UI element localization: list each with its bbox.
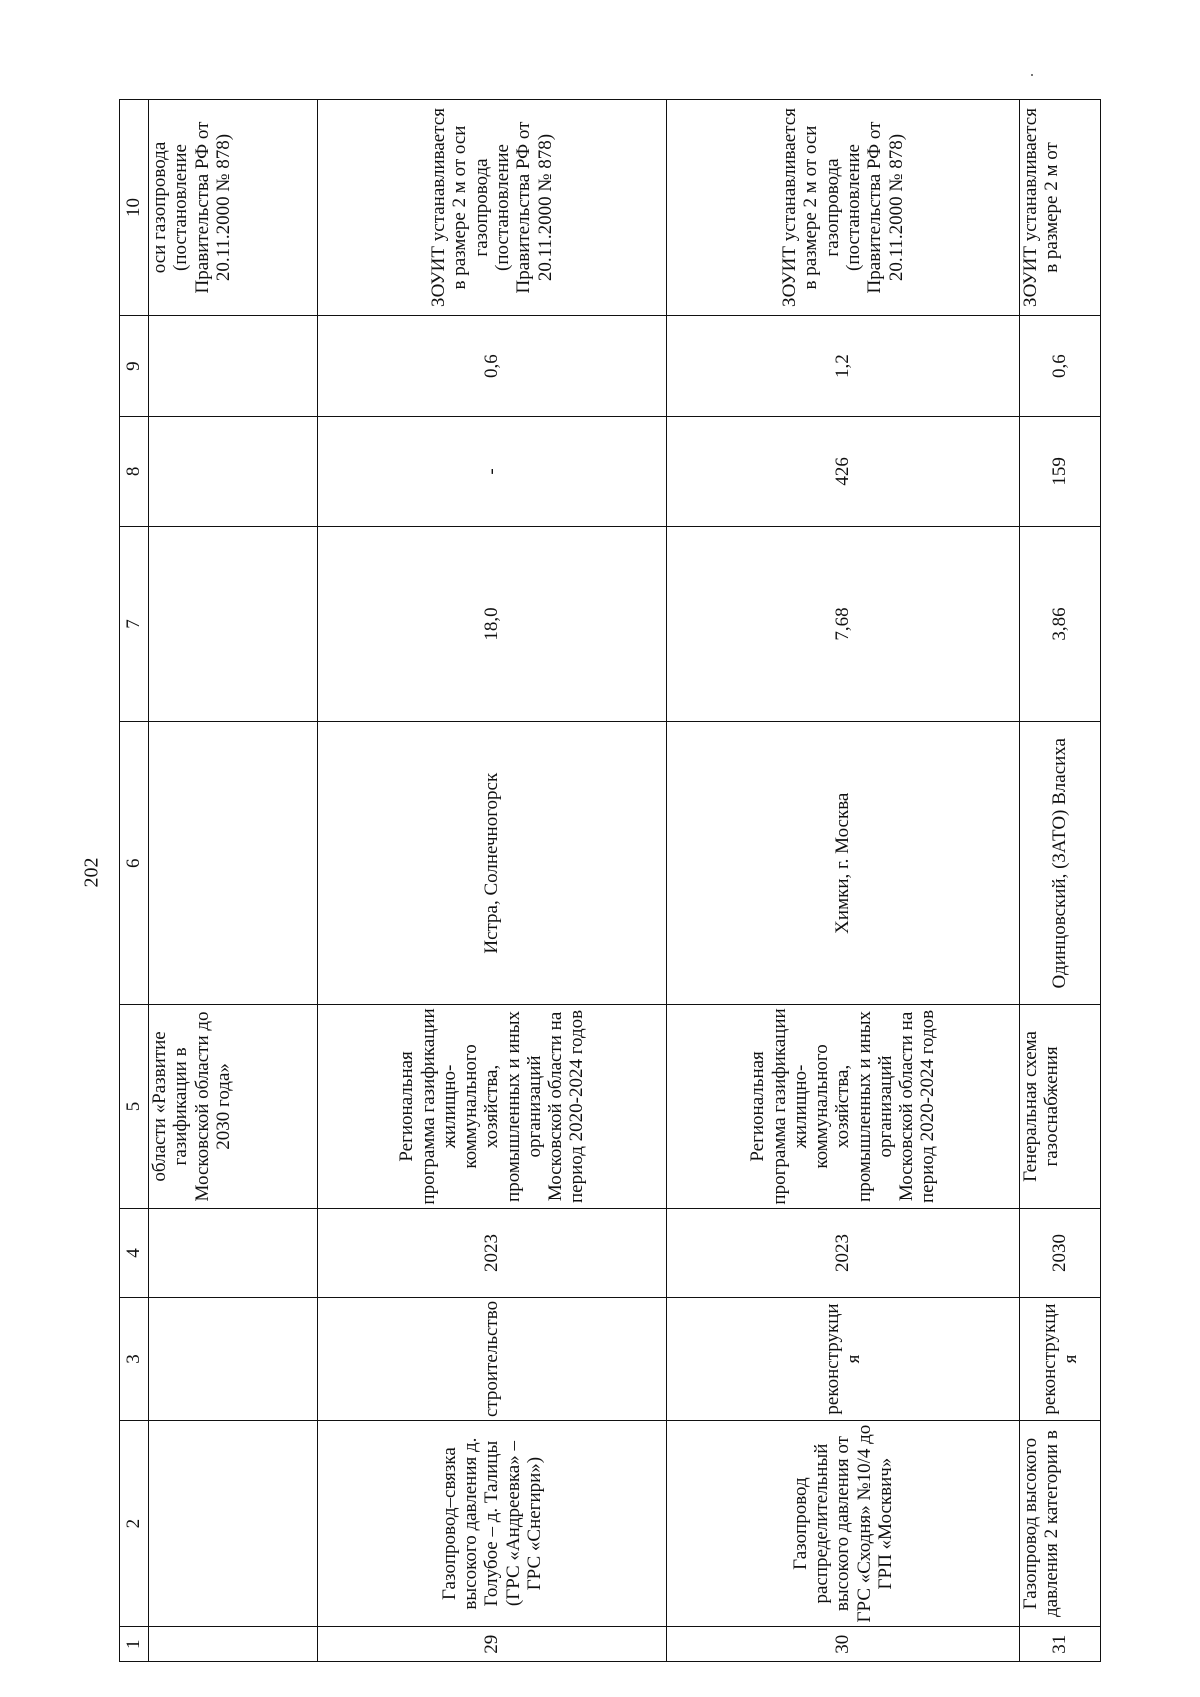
cell-number: 29 [318, 1627, 667, 1662]
header-cell: 10 [120, 100, 149, 316]
cell-pressure: 0,6 [1020, 315, 1101, 416]
header-cell: 9 [120, 315, 149, 416]
cell-length [149, 526, 318, 722]
cell-diameter [149, 417, 318, 526]
page-number [79, 842, 105, 902]
cell-name: Газопровод распределительный высокого давления от ГРС «Сходня» №10/4 до ГРП «Москвич» [667, 1420, 1020, 1627]
header-row [120, 100, 149, 1662]
cell-work-type [149, 1298, 318, 1421]
rotated-table [119, 99, 1099, 1662]
cell-year: 2023 [667, 1208, 1020, 1297]
cell-diameter: - [318, 417, 667, 526]
table-row [667, 100, 1020, 1662]
header-cell: 5 [120, 1004, 149, 1208]
page-number-text: 202 [80, 857, 103, 887]
cell-length: 3,86 [1020, 526, 1101, 722]
cell-year: 2030 [1020, 1208, 1101, 1297]
cell-number: 31 [1020, 1627, 1101, 1662]
header-cell: 1 [120, 1627, 149, 1662]
cell-program: Региональная программа газификации жилищно-коммунального хозяйства, промышленных и иных организаций Московской области на период 2020-2024 годов [318, 1004, 667, 1208]
gas-pipeline-table [119, 99, 1101, 1662]
cell-location: Одинцовский, (ЗАТО) Власиха [1020, 722, 1101, 1005]
cell-number: 30 [667, 1627, 1020, 1662]
cell-diameter: 426 [667, 417, 1020, 526]
header-cell: 3 [120, 1298, 149, 1421]
table-row [1020, 100, 1101, 1662]
rotated-table-wrapper [119, 99, 1099, 1662]
cell-work-type: реконструкция [1020, 1298, 1101, 1421]
cell-zone: ЗОУИТ устанавливается в размере 2 м от оси газопровода (постановление Правительства РФ от 20.11.2000 № 878) [667, 100, 1020, 316]
cell-length: 7,68 [667, 526, 1020, 722]
cell-location: Химки, г. Москва [667, 722, 1020, 1005]
scan-speck [1031, 74, 1033, 76]
cell-pressure: 1,2 [667, 315, 1020, 416]
cell-zone: ЗОУИТ устанавливается в размере 2 м от [1020, 100, 1101, 316]
cell-location: Истра, Солнечногорск [318, 722, 667, 1005]
cell-name: Газопровод высокого давления 2 категории в [1020, 1420, 1101, 1627]
cell-name [149, 1420, 318, 1627]
cell-length: 18,0 [318, 526, 667, 722]
cell-program: Генеральная схема газоснабжения [1020, 1004, 1101, 1208]
table-row-continuation [149, 100, 318, 1662]
header-cell: 6 [120, 722, 149, 1005]
cell-year: 2023 [318, 1208, 667, 1297]
cell-zone: ЗОУИТ устанавливается в размере 2 м от оси газопровода (постановление Правительства РФ от 20.11.2000 № 878) [318, 100, 667, 316]
header-cell: 4 [120, 1208, 149, 1297]
header-cell: 8 [120, 417, 149, 526]
cell-location [149, 722, 318, 1005]
header-cell: 7 [120, 526, 149, 722]
cell-name: Газопровод–связка высокого давления д. Голубое – д. Талицы (ГРС «Андреевка» – ГРС «Снегири») [318, 1420, 667, 1627]
header-cell: 2 [120, 1420, 149, 1627]
cell-diameter: 159 [1020, 417, 1101, 526]
cell-number [149, 1627, 318, 1662]
cell-pressure [149, 315, 318, 416]
cell-program: Региональная программа газификации жилищно-коммунального хозяйства, промышленных и иных организаций Московской области на период 2020-2024 годов [667, 1004, 1020, 1208]
cell-pressure: 0,6 [318, 315, 667, 416]
table-row [318, 100, 667, 1662]
cell-work-type: реконструкция [667, 1298, 1020, 1421]
cell-program: области «Развитие газификации в Московской области до 2030 года» [149, 1004, 318, 1208]
cell-work-type: строительство [318, 1298, 667, 1421]
cell-zone: оси газопровода (постановление Правительства РФ от 20.11.2000 № 878) [149, 100, 318, 316]
cell-year [149, 1208, 318, 1297]
